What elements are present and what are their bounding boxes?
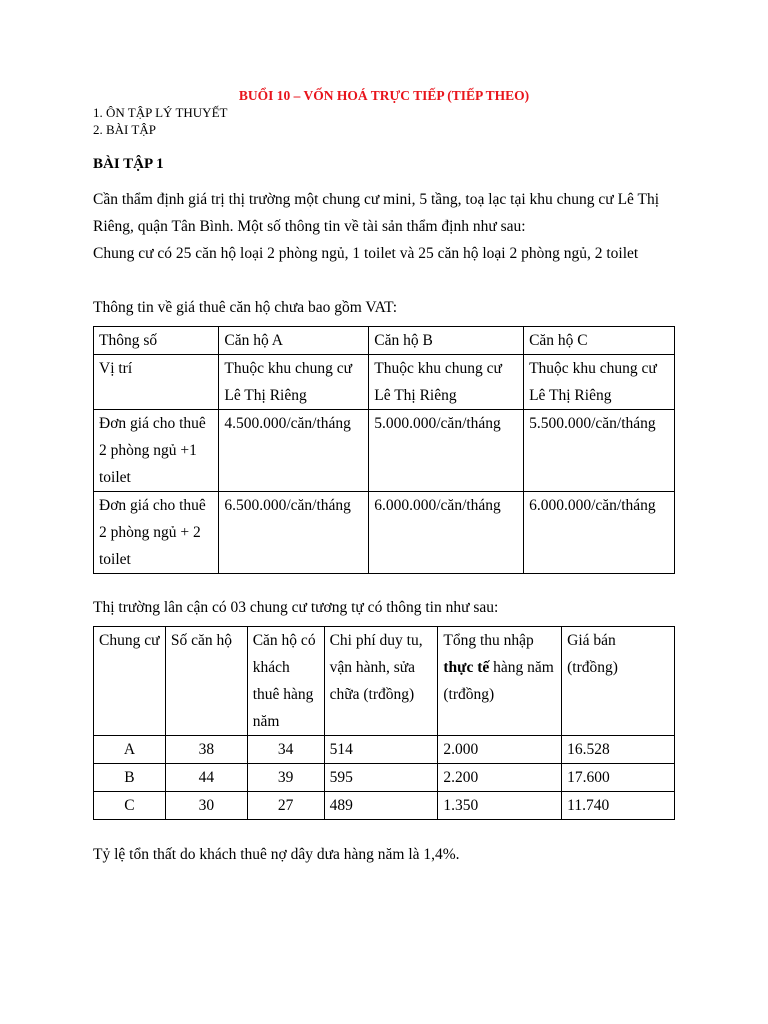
header-text: hàng năm (trđồng)	[443, 659, 554, 703]
header-cell: Căn hộ B	[369, 327, 524, 355]
header-cell: Giá bán (trđồng)	[562, 627, 675, 736]
table-cell: 44	[165, 764, 247, 792]
table-cell: 17.600	[562, 764, 675, 792]
table-cell: 4.500.000/căn/tháng	[219, 410, 369, 492]
document-title: BUỔI 10 – VỐN HOÁ TRỰC TIẾP (TIẾP THEO)	[238, 88, 530, 103]
table-cell: Vị trí	[94, 355, 219, 410]
rent-table	[93, 326, 675, 574]
outline-item-theory: 1. ÔN TẬP LÝ THUYẾT	[93, 105, 228, 120]
table-cell: Thuộc khu chung cư Lê Thị Riêng	[369, 355, 524, 410]
table-cell: 16.528	[562, 736, 675, 764]
header-cell: Căn hộ A	[219, 327, 369, 355]
table-cell: 514	[324, 736, 438, 764]
header-text: Tổng thu nhập	[443, 632, 534, 649]
table-cell: 489	[324, 792, 438, 820]
table-cell: 27	[247, 792, 324, 820]
outline-item-exercises: 2. BÀI TẬP	[93, 122, 156, 137]
table-cell: 2.200	[438, 764, 562, 792]
table-cell: 5.500.000/căn/tháng	[524, 410, 675, 492]
table-cell: 6.000.000/căn/tháng	[524, 492, 675, 574]
market-table	[93, 626, 675, 820]
table-cell: Đơn giá cho thuê 2 phòng ngủ +1 toilet	[94, 410, 219, 492]
table-cell: 30	[165, 792, 247, 820]
header-emphasis: thực tế	[443, 659, 490, 676]
table-cell: Đơn giá cho thuê 2 phòng ngủ + 2 toilet	[94, 492, 219, 574]
table-cell: 6.000.000/căn/tháng	[369, 492, 524, 574]
table-cell: Thuộc khu chung cư Lê Thị Riêng	[524, 355, 675, 410]
rent-table-header	[94, 327, 675, 355]
header-cell: Số căn hộ	[165, 627, 247, 736]
header-cell: Căn hộ C	[524, 327, 675, 355]
table-cell: C	[94, 792, 166, 820]
market-intro: Thị trường lân cận có 03 chung cư tương tự có thông tin như sau:	[93, 599, 499, 616]
table-row	[94, 764, 675, 792]
table-cell: B	[94, 764, 166, 792]
table-cell: 39	[247, 764, 324, 792]
table-cell: 595	[324, 764, 438, 792]
table-row	[94, 492, 675, 574]
table-cell: 1.350	[438, 792, 562, 820]
intro-paragraph: Cần thẩm định giá trị thị trường một chung cư mini, 5 tầng, toạ lạc tại khu chung cư Lê Thị Riêng, quận Tân Bình. Một số thông tin về tài sản thẩm định như sau:	[93, 191, 660, 235]
table-cell: 6.500.000/căn/tháng	[219, 492, 369, 574]
table-cell: 5.000.000/căn/tháng	[369, 410, 524, 492]
table-row	[94, 410, 675, 492]
market-table-header	[94, 627, 675, 736]
table-row	[94, 792, 675, 820]
apartment-description: Chung cư có 25 căn hộ loại 2 phòng ngủ, 1 toilet và 25 căn hộ loại 2 phòng ngủ, 2 toilet	[93, 245, 639, 262]
header-cell	[438, 627, 562, 736]
table-cell: 34	[247, 736, 324, 764]
header-cell: Chung cư	[94, 627, 166, 736]
rent-info-caption: Thông tin về giá thuê căn hộ chưa bao gồm VAT:	[93, 299, 398, 316]
table-cell: 2.000	[438, 736, 562, 764]
table-cell: 38	[165, 736, 247, 764]
header-cell: Chi phí duy tu, vận hành, sửa chữa (trđồng)	[324, 627, 438, 736]
header-cell: Căn hộ có khách thuê hàng năm	[247, 627, 324, 736]
loss-rate-note: Tỷ lệ tổn thất do khách thuê nợ dây dưa hàng năm là 1,4%.	[93, 846, 460, 863]
table-cell: Thuộc khu chung cư Lê Thị Riêng	[219, 355, 369, 410]
exercise-heading: BÀI TẬP 1	[93, 156, 164, 172]
header-cell: Thông số	[94, 327, 219, 355]
table-cell: A	[94, 736, 166, 764]
table-cell: 11.740	[562, 792, 675, 820]
table-row	[94, 736, 675, 764]
table-row	[94, 355, 675, 410]
